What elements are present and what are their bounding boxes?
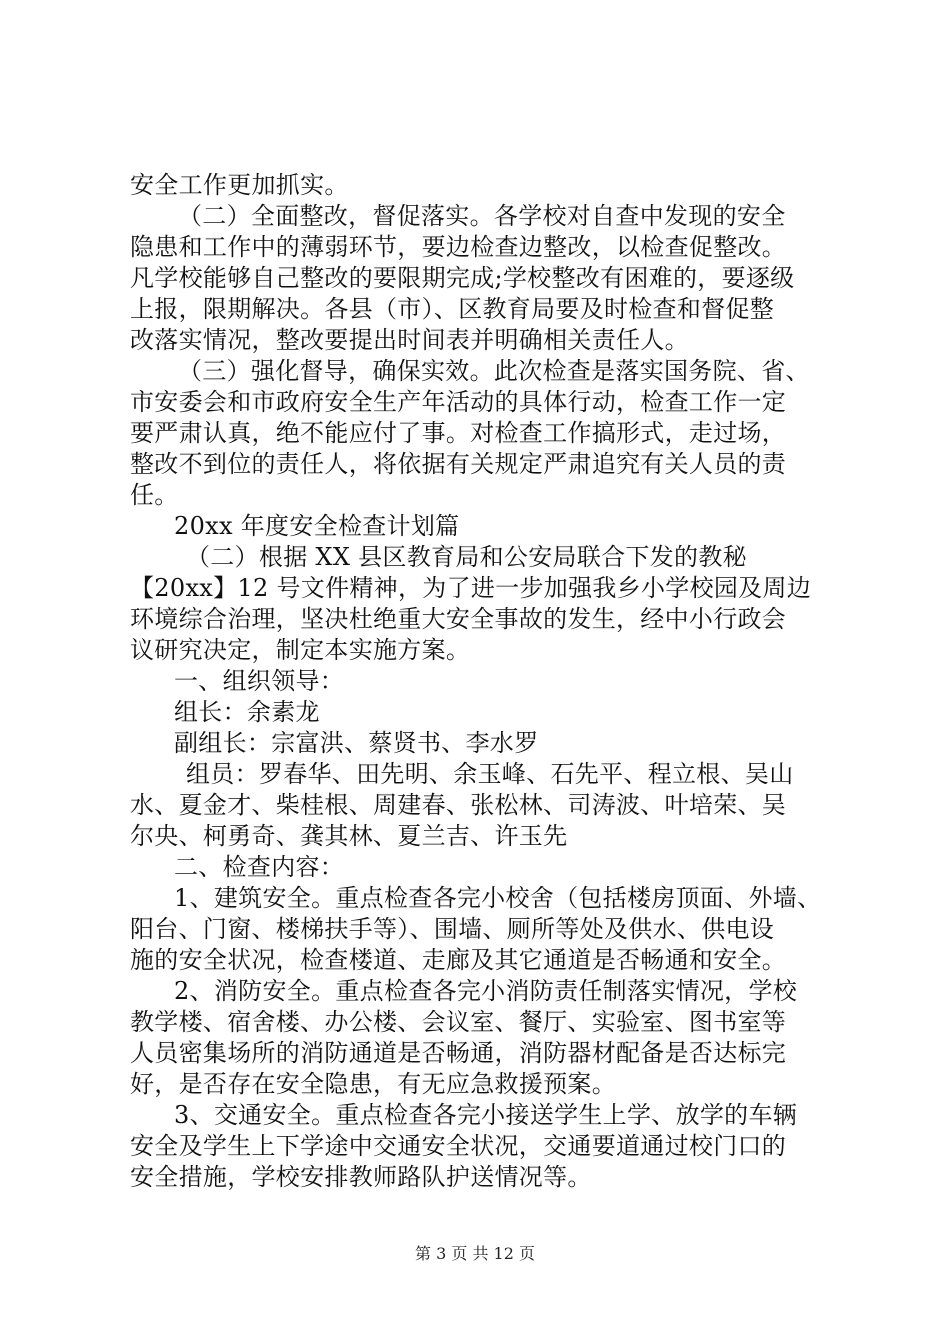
text-line: 环境综合治理，坚决杜绝重大安全事故的发生，经中小行政会 bbox=[130, 605, 787, 633]
text-line: 市安委会和市政府安全生产年活动的具体行动，检查工作一定 bbox=[130, 388, 787, 416]
section-heading: 20xx 年度安全检查计划篇 bbox=[174, 512, 460, 540]
text-line: 凡学校能够自己整改的要限期完成;学校整改有困难的，要逐级 bbox=[130, 264, 795, 292]
text-line: 1、建筑安全。重点检查各完小校舍（包括楼房顶面、外墙、 bbox=[174, 884, 822, 912]
text-line: 组长：余素龙 bbox=[174, 698, 320, 726]
text-line: 3、交通安全。重点检查各完小接送学生上学、放学的车辆 bbox=[174, 1101, 798, 1129]
text-line: 安全及学生上下学途中交通安全状况，交通要道通过校门口的 bbox=[130, 1132, 787, 1160]
text-line: 改落实情况，整改要提出时间表并明确相关责任人。 bbox=[130, 326, 689, 354]
text-line: 好，是否存在安全隐患，有无应急救援预案。 bbox=[130, 1070, 616, 1098]
text-line: （二）全面整改，督促落实。各学校对自查中发现的安全 bbox=[178, 202, 786, 230]
text-line: 任。 bbox=[130, 481, 179, 509]
text-line: 施的安全状况，检查楼道、走廊及其它通道是否畅通和安全。 bbox=[130, 946, 787, 974]
text-line: 议研究决定，制定本实施方案。 bbox=[130, 636, 471, 664]
text-line: 整改不到位的责任人，将依据有关规定严肃追究有关人员的责 bbox=[130, 450, 787, 478]
text-line: 二、检查内容： bbox=[174, 853, 345, 881]
text-line: 副组长：宗富洪、蔡贤书、李水罗 bbox=[174, 729, 539, 757]
text-line: 一、组织领导： bbox=[174, 667, 345, 695]
text-line: 要严肃认真，绝不能应付了事。对检查工作搞形式，走过场， bbox=[130, 419, 787, 447]
page-footer: 第 3 页 共 12 页 bbox=[415, 1244, 535, 1263]
text-line: 组员：罗春华、田先明、余玉峰、石先平、程立根、吴山 bbox=[186, 760, 794, 788]
text-line: 隐患和工作中的薄弱环节，要边检查边整改，以检查促整改。 bbox=[130, 233, 787, 261]
document-body bbox=[130, 170, 830, 1193]
text-line: 教学楼、宿舍楼、办公楼、会议室、餐厅、实验室、图书室等 bbox=[130, 1008, 787, 1036]
text-line: 尔央、柯勇奇、龚其林、夏兰吉、许玉先 bbox=[130, 822, 568, 850]
text-line: （三）强化督导，确保实效。此次检查是落实国务院、省、 bbox=[178, 357, 810, 385]
text-line: 安全工作更加抓实。 bbox=[130, 171, 349, 199]
text-line: 安全措施，学校安排教师路队护送情况等。 bbox=[130, 1163, 592, 1191]
text-line: 【20xx】12 号文件精神，为了进一步加强我乡小学校园及周边 bbox=[130, 574, 812, 602]
text-line: 阳台、门窗、楼梯扶手等）、围墙、厕所等处及供水、供电设 bbox=[130, 915, 775, 943]
text-line: （二）根据 XX 县区教育局和公安局联合下发的教秘 bbox=[186, 543, 747, 571]
text-line: 人员密集场所的消防通道是否畅通，消防器材配备是否达标完 bbox=[130, 1039, 787, 1067]
text-line: 水、夏金才、柴桂根、周建春、张松林、司涛波、叶培荣、吴 bbox=[130, 791, 787, 819]
text-line: 2、消防安全。重点检查各完小消防责任制落实情况，学校 bbox=[174, 977, 798, 1005]
text-line: 上报，限期解决。各县（市）、区教育局要及时检查和督促整 bbox=[130, 295, 775, 323]
